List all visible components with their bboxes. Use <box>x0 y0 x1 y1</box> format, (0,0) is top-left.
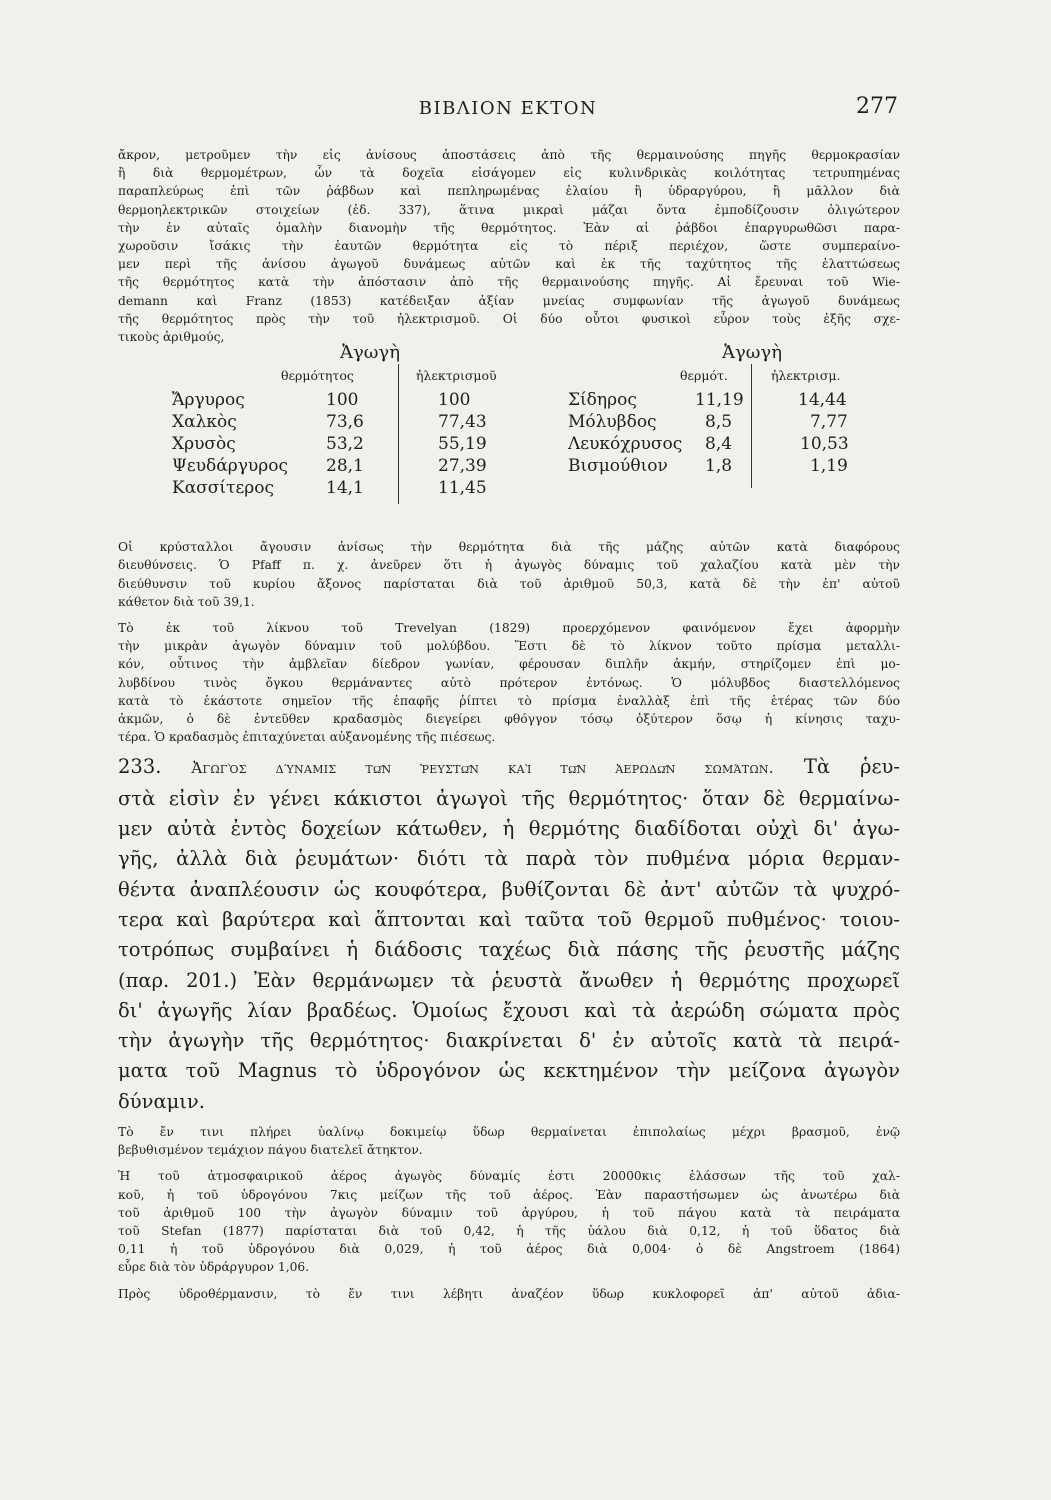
table-cell-elec: 77,43 <box>438 412 487 433</box>
paragraph-hydro-heating <box>118 1285 900 1303</box>
table-subheader-heat-left: θερμότητος <box>281 368 354 384</box>
table-cell-heat: 28,1 <box>326 456 364 477</box>
text-line: τῆς θερμότητος κατὰ τὴν ἀπόστασιν ἀπὸ τῆς θερμαινούσης πηγῆς. Αἱ ἔρευναι τοῦ Wie- <box>118 275 900 290</box>
text-line: τικοὺς ἀριθμούς, <box>118 330 225 345</box>
text-line: τοτρόπως συμβαίνει ἡ διάδοσις ταχέως διὰ πάσης τῆς ῥευστῆς μάζης <box>118 938 900 962</box>
text-line: κατὰ τὸ ἑκάστοτε σημεῖον τῆς ἐπαφῆς ῥίπτει τὸ πρίσμα ἐναλλὰξ ἐπὶ τῆς ἑτέρας τῶν δύο <box>118 693 900 708</box>
text-line: θέντα ἀναπλέουσιν ὡς κουφότερα, βυθίζονται δὲ ἀντ' αὐτῶν τὰ ψυχρό- <box>118 877 900 901</box>
table-group-header-left: Ἀγωγὴ <box>340 342 400 364</box>
table-subheader-elec-right: ἠλεκτρισμ. <box>771 368 841 384</box>
table-rule <box>398 364 399 504</box>
table-subheader-heat-right: θερμότ. <box>680 368 728 384</box>
table-cell-heat: 14,1 <box>326 478 364 499</box>
text-line: κοῦ, ἡ τοῦ ὑδρογόνου 7κις μείζων τῆς τοῦ ἀέρος. Ἐὰν παραστήσωμεν ὡς ἀνωτέρω διὰ <box>118 1187 900 1202</box>
text-line: Οἱ κρύσταλλοι ἄγουσιν ἀνίσως τὴν θερμότητα διὰ τῆς μάζης αὐτῶν κατὰ διαφόρους <box>118 540 900 555</box>
text-line: διεύθυνσιν τοῦ κυρίου ἄξονος παρίσταται διὰ τοῦ ἀριθμοῦ 50,3, κατὰ δὲ τὴν ἐπ' αὐτοῦ <box>118 576 900 591</box>
table-cell-metal: Χαλκὸς <box>172 412 237 433</box>
paragraph-trevelyan <box>118 619 900 746</box>
text-line: δι' ἀγωγῆς λίαν βραδέως. Ὁμοίως ἔχουσι καὶ τὰ ἀερώδη σώματα πρὸς <box>118 998 900 1022</box>
table-cell-elec: 7,77 <box>810 412 848 433</box>
text-line: δύναμιν. <box>118 1089 205 1113</box>
text-line: διευθύνσεις. Ὁ Pfaff π. χ. ἀνεῦρεν ὅτι ἡ ἀγωγὸς δύναμις τοῦ χαλαζίου κατὰ μὲν τὴν <box>118 558 900 573</box>
text-line: τοῦ Stefan (1877) παρίσταται διὰ τοῦ 0,42, ἡ τῆς ὑάλου διὰ 0,12, ἡ τοῦ ὕδατος διὰ <box>118 1224 900 1239</box>
table-cell-elec: 27,39 <box>438 456 487 477</box>
table-cell-heat: 8,5 <box>705 412 733 433</box>
text-line: τὴν ἀγωγὴν τῆς θερμότητος· διακρίνεται δ' ἐν αὐτοῖς κατὰ τὰ πειρά- <box>118 1029 900 1053</box>
table-group-header-right: Ἀγωγὴ <box>722 342 782 364</box>
text-line: τὴν ἐν αὐταῖς ὁμαλὴν διανομὴν τῆς θερμότητος. Ἐὰν αἱ ῥάβδοι ἐπαργυρωθῶσι παρα- <box>118 220 900 235</box>
text-line: ἄκρον, μετροῦμεν τὴν εἰς ἀνίσους ἀποστάσεις ἀπὸ τῆς θερμαινούσης πηγῆς θερμοκρασίαν <box>118 148 900 162</box>
page-header <box>118 94 898 128</box>
text-line: κάθετον διὰ τοῦ 39,1. <box>118 594 255 609</box>
text-line: λυβδίνου τινὸς ὄγκου θερμάναντες αὐτὸ πρότερον ἐντόνως. Ὁ μόλυβδος διαστελλόμενος <box>118 675 900 690</box>
text-line: Τὸ ἔν τινι πλήρει ὑαλίνῳ δοκιμείῳ ὕδωρ θερμαίνεται ἐπιπολαίως μέχρι βρασμοῦ, ἐνῷ <box>118 1125 900 1140</box>
text-line: Ἡ τοῦ ἀτμοσφαιρικοῦ ἀέρος ἀγωγὸς δύναμίς ἐστι 20000κις ἐλάσσων τῆς τοῦ χαλ- <box>118 1169 900 1184</box>
table-cell-heat: 100 <box>326 390 359 411</box>
section-number: 233. <box>118 755 162 779</box>
text-line: βεβυθισμένον τεμάχιον πάγου διατελεῖ ἄτηκτον. <box>118 1143 423 1158</box>
text-line: ἀκμῶν, ὁ δὲ ἐντεῦθεν κραδασμὸς διεγείρει φθόγγον τόσῳ ὀξύτερον ὅσῳ ἡ κίνησις ταχυ- <box>118 712 900 727</box>
table-cell-heat: 53,2 <box>326 434 364 455</box>
text-line: κόν, οὗτινος τὴν ἀμβλεῖαν δίεδρον γωνίαν, φέρουσαν διπλῆν ἀκμήν, στηρίζομεν ἐπὶ μο- <box>118 657 900 672</box>
text-line: (παρ. 201.) Ἐὰν θερμάνωμεν τὰ ῥευστὰ ἄνωθεν ἡ θερμότης προχωρεῖ <box>118 968 900 992</box>
table-cell-metal: Ψευδάργυρος <box>172 456 289 477</box>
text-line: χωροῦσιν ἴσάκις τὴν ἑαυτῶν θερμότητα εἰς τὸ πέριξ περιέχον, ὥστε συμπεραίνο- <box>118 239 900 254</box>
conductivity-table <box>118 342 900 530</box>
paragraph-air <box>118 1167 900 1276</box>
table-cell-heat: 73,6 <box>326 412 364 433</box>
table-cell-metal: Κασσίτερος <box>172 478 275 499</box>
text-line: τοῦ ἀριθμοῦ 100 τὴν ἀγωγὸν δύναμιν τοῦ ἀργύρου, ἡ τοῦ πάγου κατὰ τὰ πειράματα <box>118 1205 900 1220</box>
text-line: 0,11 ἡ τοῦ ὑδρογόνου διὰ 0,029, ἡ τοῦ ἀέρος διὰ 0,004· ὁ δὲ Angstroem (1864) <box>118 1242 900 1257</box>
section-first-line <box>118 752 900 783</box>
table-cell-heat: 8,4 <box>705 434 733 455</box>
text-fragment: Τὰ ῥευ- <box>803 755 901 779</box>
running-title: ΒΙΒΛΙΟΝ ΕΚΤΟΝ <box>418 98 598 119</box>
text-line: παραπλεύρως ἐπὶ τῶν ῥάβδων καὶ πεπληρωμένας ἐλαίου ἢ ὑδραργύρου, ἢ μᾶλλον διὰ <box>118 184 900 199</box>
table-cell-metal: Ἄργυρος <box>172 390 245 411</box>
table-cell-elec: 14,44 <box>798 390 847 411</box>
table-cell-metal: Μόλυβδος <box>568 412 657 433</box>
text-line: στὰ εἰσὶν ἐν γένει κάκιστοι ἀγωγοὶ τῆς θερμότητος· ὅταν δὲ θερμαίνω- <box>118 786 900 810</box>
paragraph-intro <box>118 146 900 346</box>
page-number: 277 <box>856 94 898 119</box>
table-cell-heat: 11,19 <box>695 390 744 411</box>
text-line: τερα καὶ βαρύτερα καὶ ἅπτονται καὶ ταῦτα τοῦ θερμοῦ πυθμένος· τοιου- <box>118 907 900 931</box>
table-cell-metal: Βισμούθιον <box>568 456 668 477</box>
text-line: μεν περὶ τῆς ἀνίσου ἀγωγοῦ δυνάμεως αὐτῶν καὶ ἐκ τῆς ταχύτητος τῆς ἐλαττώσεως <box>118 257 900 272</box>
text-line: ματα τοῦ Magnus τὸ ὑδρογόνον ὡς κεκτημένον τὴν μείζονα ἀγωγὸν <box>118 1059 900 1083</box>
paragraph-test-tube <box>118 1123 900 1159</box>
text-line: Πρὸς ὑδροθέρμανσιν, τὸ ἔν τινι λέβητι ἀναζέον ὕδωρ κυκλοφορεῖ ἀπ' αὐτοῦ ἀδια- <box>118 1286 900 1301</box>
text-line: demann καὶ Franz (1853) κατέδειξαν ἀξίαν μνείας συμφωνίαν τῆς ἀγωγοῦ δυνάμεως <box>118 293 900 308</box>
text-line: τέρα. Ὁ κραδασμὸς ἐπιταχύνεται αὐξανομένης τῆς πιέσεως. <box>118 730 496 745</box>
text-line: μεν αὐτὰ ἐντὸς δοχείων κάτωθεν, ἡ θερμότης διαδίδοται οὐχὶ δι' ἀγω- <box>118 817 900 841</box>
section-heading: Ἀγωγὸς δύναμις τῶν ῥευστῶν καὶ τῶν ἀερωδῶν σωμάτων. <box>191 759 774 778</box>
text-line: θερμοηλεκτρικῶν στοιχείων (ἐδ. 337), ἅτινα μικραὶ μάζαι ὄντα ἐμποδίζουσιν ὀλιγώτερον <box>118 202 900 217</box>
table-cell-elec: 55,19 <box>438 434 487 455</box>
table-cell-metal: Χρυσὸς <box>172 434 236 455</box>
table-cell-elec: 1,19 <box>810 456 848 477</box>
text-line: τὴν μικρὰν ἀγωγὸν δύναμιν τοῦ μολύβδου. Ἔστι δὲ τὸ λίκνον τοῦτο πρίσμα μεταλλι- <box>118 639 900 654</box>
text-line: Τὸ ἐκ τοῦ λίκνου τοῦ Trevelyan (1829) προερχόμενον φαινόμενον ἔχει ἀφορμὴν <box>118 621 900 636</box>
table-cell-elec: 10,53 <box>800 434 849 455</box>
table-cell-elec: 11,45 <box>438 478 487 499</box>
table-cell-metal: Σίδηρος <box>568 390 637 411</box>
table-subheader-elec-left: ἠλεκτρισμοῦ <box>416 368 497 384</box>
table-cell-metal: Λευκόχρυσος <box>568 434 683 455</box>
paragraph-crystals <box>118 538 900 611</box>
table-cell-heat: 1,8 <box>705 456 733 477</box>
table-rule <box>751 364 752 488</box>
text-line: ἢ διὰ θερμομέτρων, ὧν τὰ δοχεῖα εἰσάγομεν εἰς κυλινδρικὰς κοιλότητας τετρυπημένας <box>118 166 900 181</box>
table-cell-elec: 100 <box>438 390 471 411</box>
body-text <box>118 146 900 1303</box>
section-233 <box>118 752 900 1117</box>
text-line: εὗρε διὰ τὸν ὑδράργυρον 1,06. <box>118 1260 310 1275</box>
text-line: γῆς, ἀλλὰ διὰ ῥευμάτων· διότι τὰ παρὰ τὸν πυθμένα μόρια θερμαν- <box>118 847 900 871</box>
text-line: τῆς θερμότητος πρὸς τὴν τοῦ ἠλεκτρισμοῦ. Οἱ δύο οὗτοι φυσικοὶ εὗρον τοὺς ἑξῆς σχε- <box>118 311 900 326</box>
